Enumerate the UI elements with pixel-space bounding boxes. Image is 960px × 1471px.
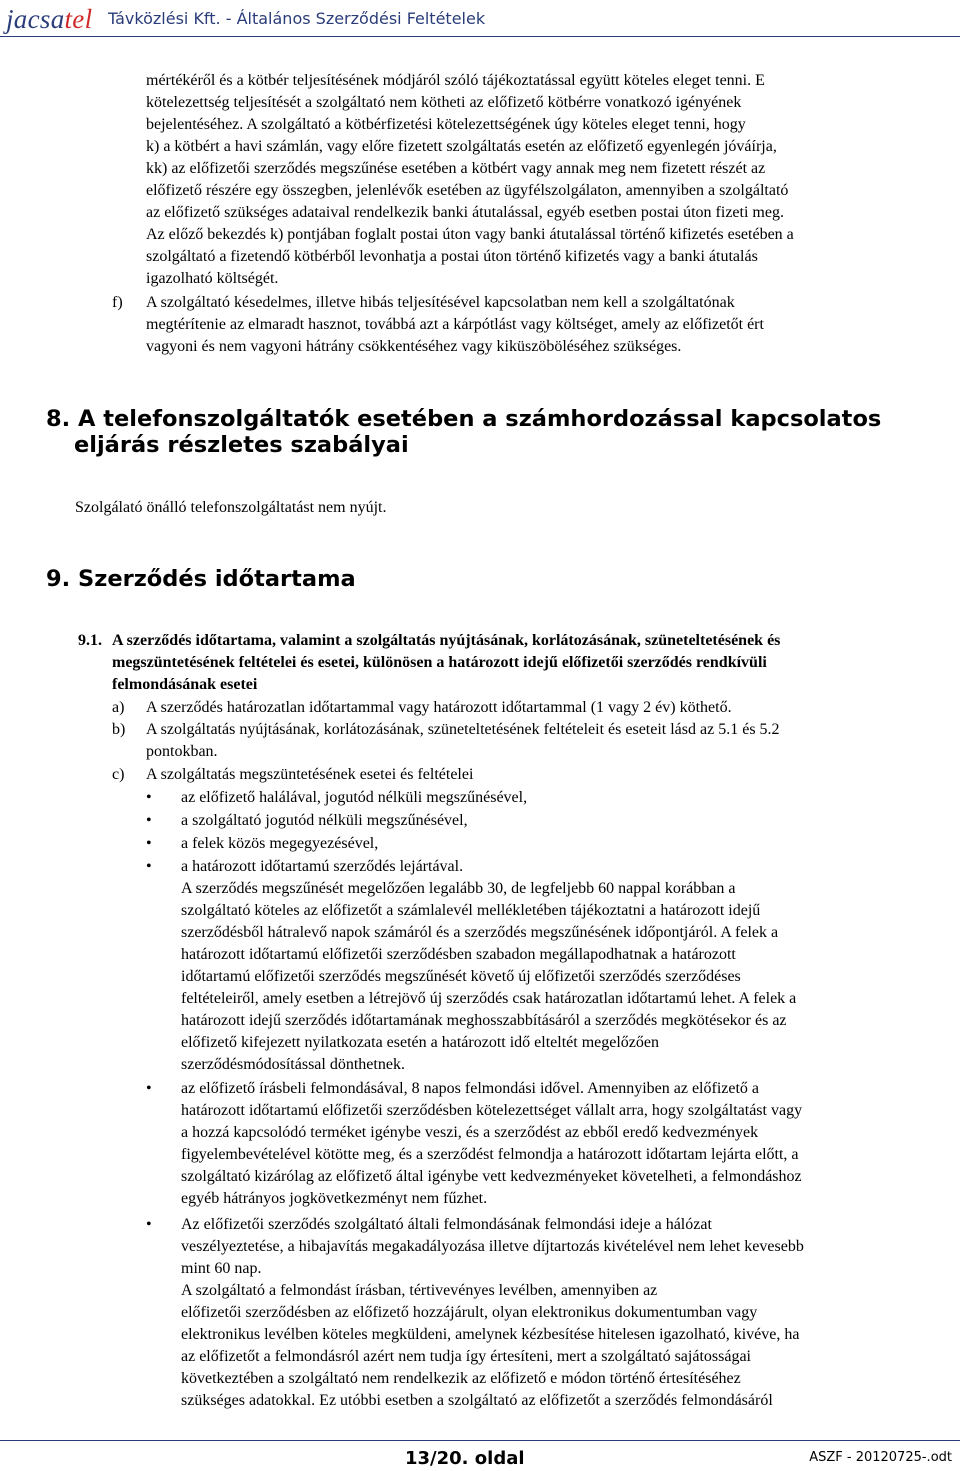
expiry-paragraph (181, 878, 958, 1076)
text-line: az előfizető szükséges adataival rendelkezik banki átutalással, egyéb esetben postai úton fizeti meg. (146, 204, 784, 221)
page-header (0, 0, 960, 38)
text-line: szolgáltató köteles az előfizetőt a számlalevél mellékletében tájékoztatni a határozott idejű (181, 902, 761, 919)
text-line: mértékéről és a kötbér teljesítésének módjáról szóló tájékoztatással együtt köteles eleget tenni. E (146, 72, 765, 89)
text-line: szükséges adatokkal. Ez utóbbi esetben a szolgáltató az előfizetőt a szerződés felmondásáról (181, 1392, 773, 1409)
item-label-b: b) (112, 721, 126, 738)
text-line: az előfizető írásbeli felmondásával, 8 napos felmondási idővel. Amennyiben az előfizető a (181, 1080, 760, 1097)
page-number: 13/20. oldal (405, 1448, 525, 1469)
text-line: A szerződés megszűnését megelőzően legalább 30, de legfeljebb 60 nappal korábban a (181, 880, 736, 897)
text-line: kötelezettség teljesítését a szolgáltató nem kötheti az előfizető kötbérre vonatkozó igényének (146, 94, 742, 111)
text-line: A szolgáltató késedelmes, illetve hibás teljesítésével kapcsolatban nem kell a szolgáltatónak (146, 294, 735, 311)
item-b-paragraph (146, 719, 958, 763)
bullet-item: a határozott időtartamú szerződés lejártával. (181, 858, 464, 875)
text-line: megszüntetésének feltételei és esetei, különösen a határozott idejű előfizetői szerződés rendkívüli (112, 654, 767, 671)
text-line: bejelentéséhez. A szolgáltató a kötbérfizetési kötelezettségének úgy köteles eleget tenni, hogy (146, 116, 746, 133)
document-filename: ASZF - 20120725-.odt (809, 1450, 952, 1465)
text-line: vagyoni és nem vagyoni hátrány csökkentéséhez vagy kiküszöböléséhez szükséges. (146, 338, 682, 355)
bullet-marker: • (146, 858, 152, 875)
bullet-marker: • (146, 835, 152, 852)
text-line: feltételeiről, amely esetben a létrejövő új szerződés csak határozatlan időtartamú lehet. A felek a (181, 990, 797, 1007)
text-line: előfizető kifejezett nyilatkozata esetén a határozott idő elteltét megelőzően (181, 1034, 659, 1051)
bullet-marker: • (146, 812, 152, 829)
text-line: előfizető részére egy összegben, jelenlévők esetében az ügyfélszolgálaton, amennyiben a szolgáltató (146, 182, 789, 199)
text-line: A szolgáltatás nyújtásának, korlátozásának, szüneteltetésének feltételeit és eseteit lásd az 5.1 és 5.2 (146, 721, 780, 738)
written-termination-paragraph (181, 1078, 958, 1210)
provider-notice-paragraph (181, 1280, 958, 1412)
text-line: felmondásának esetei (112, 676, 258, 693)
text-line: a hozzá kapcsolódó terméket igénybe veszi, és a szerződést az ebből eredő kedvezmények (181, 1124, 759, 1141)
bullet-item: a felek közös megegyezésével, (181, 835, 379, 852)
company-logo (6, 4, 92, 35)
text-line: Az előző bekezdés k) pontjában foglalt postai úton vagy banki átutalással történő kifizetés esetében a (146, 226, 794, 243)
text-line: Az előfizetői szerződés szolgáltató általi felmondásának felmondási ideje a hálózat (181, 1216, 712, 1233)
bullet-marker: • (146, 1216, 152, 1233)
penalty-payment-paragraph (146, 70, 958, 290)
text-line: szerződésből hátralevő napok számáról és a szerződés megszűnésének időpontjáról. A felek a (181, 924, 779, 941)
item-a-text: A szerződés határozatlan időtartammal vagy határozott időtartammal (1 vagy 2 év) köthető. (146, 699, 732, 716)
text-line: időtartamú előfizetői szerződés megszűnését követő új előfizetői szerződés szerződéses (181, 968, 741, 985)
heading-line: 9. Szerződés időtartama (46, 566, 356, 592)
text-line: pontokban. (146, 743, 218, 760)
item-label-f: f) (112, 294, 123, 311)
logo-text-tel: tel (64, 4, 93, 34)
text-line: A szolgáltató a felmondást írásban, tértivevényes levélben, amennyiben az (181, 1282, 658, 1299)
text-line: elektronikus levélben köteles megküldeni, amelynek kézbesítése hitelesen igazolható, kivéve, ha (181, 1326, 800, 1343)
heading-line: 8. A telefonszolgáltatók esetében a számhordozással kapcsolatos (46, 406, 882, 432)
section-8-text: Szolgálató önálló telefonszolgáltatást nem nyújt. (75, 499, 387, 516)
section-8-heading (46, 406, 956, 458)
text-line: szolgáltató a fizetendő kötbérből levonhatja a postai úton történő kifizetés vagy a banki átutalás (146, 248, 758, 265)
subsection-number: 9.1. (78, 632, 102, 649)
heading-line: eljárás részletes szabályai (74, 432, 409, 458)
text-line: figyelembevételével kötötte meg, és a szerződést felmondja a határozott időtartam lejárta előtt, a (181, 1146, 799, 1163)
text-line: határozott idejű szerződés időtartamának meghosszabbításáról a szerződés megkötésekor és az (181, 1012, 787, 1029)
bullet-marker: • (146, 789, 152, 806)
bullet-marker: • (146, 1080, 152, 1097)
text-line: mint 60 nap. (181, 1260, 262, 1277)
text-line: egyéb hátrányos jogkövetkezményt nem fűzhet. (181, 1190, 488, 1207)
bullet-item: a szolgáltató jogutód nélküli megszűnésével, (181, 812, 468, 829)
text-line: szerződésmódosítással dönthetnek. (181, 1056, 405, 1073)
provider-termination-paragraph (181, 1214, 958, 1280)
text-line: megtérítenie az elmaradt hasznot, továbbá azt a kárpótlást vagy költséget, amely az előfizetőt ért (146, 316, 764, 333)
header-divider (0, 36, 960, 37)
text-line: igazolható költségét. (146, 270, 279, 287)
item-c-text: A szolgáltatás megszüntetésének esetei és feltételei (146, 766, 474, 783)
text-line: veszélyeztetése, a hibajavítás megakadályozása illetve díjtartozás kivételével nem lehet kevesebb (181, 1238, 804, 1255)
document-title: Távközlési Kft. - Általános Szerződési Feltételek (108, 9, 486, 28)
text-line: következtében a szolgáltató nem rendelkezik az előfizető e módon történő értesítéséhez (181, 1370, 741, 1387)
text-line: az előfizetőt a felmondásról azért nem tudja így értesíteni, mert a szolgáltató sajátosságai (181, 1348, 751, 1365)
section-9-heading (46, 566, 356, 592)
logo-text-jacsa: jacsa (6, 4, 65, 34)
text-line: előfizetői szerződésben az előfizető hozzájárult, olyan elektronikus dokumentumban vagy (181, 1304, 758, 1321)
text-line: k) a kötbért a havi számlán, vagy előre fizetett szolgáltatás esetén az előfizető egyenlegén jóváírja, (146, 138, 777, 155)
item-label-a: a) (112, 699, 125, 716)
footer-divider (0, 1440, 960, 1441)
bullet-item: az előfizető halálával, jogutód nélküli megszűnésével, (181, 789, 528, 806)
text-line: szolgáltató kizárólag az előfizető által igénybe vett kedvezményeket követelheti, a felmondáshoz (181, 1168, 802, 1185)
subsection-9-1-title (112, 630, 958, 696)
item-label-c: c) (112, 766, 125, 783)
text-line: határozott időtartamú előfizetői szerződésben szabadon megállapodhatnak a határozott (181, 946, 736, 963)
text-line: határozott időtartamú előfizetői szerződésben kötelezettséget vállalt arra, hogy szolgáltatást vagy (181, 1102, 803, 1119)
text-line: A szerződés időtartama, valamint a szolgáltatás nyújtásának, korlátozásának, szüneteltetésének és (112, 632, 781, 649)
text-line: kk) az előfizetői szerződés megszűnése esetében a kötbért vagy annak meg nem fizetett részét az (146, 160, 766, 177)
item-f-paragraph (146, 292, 958, 358)
